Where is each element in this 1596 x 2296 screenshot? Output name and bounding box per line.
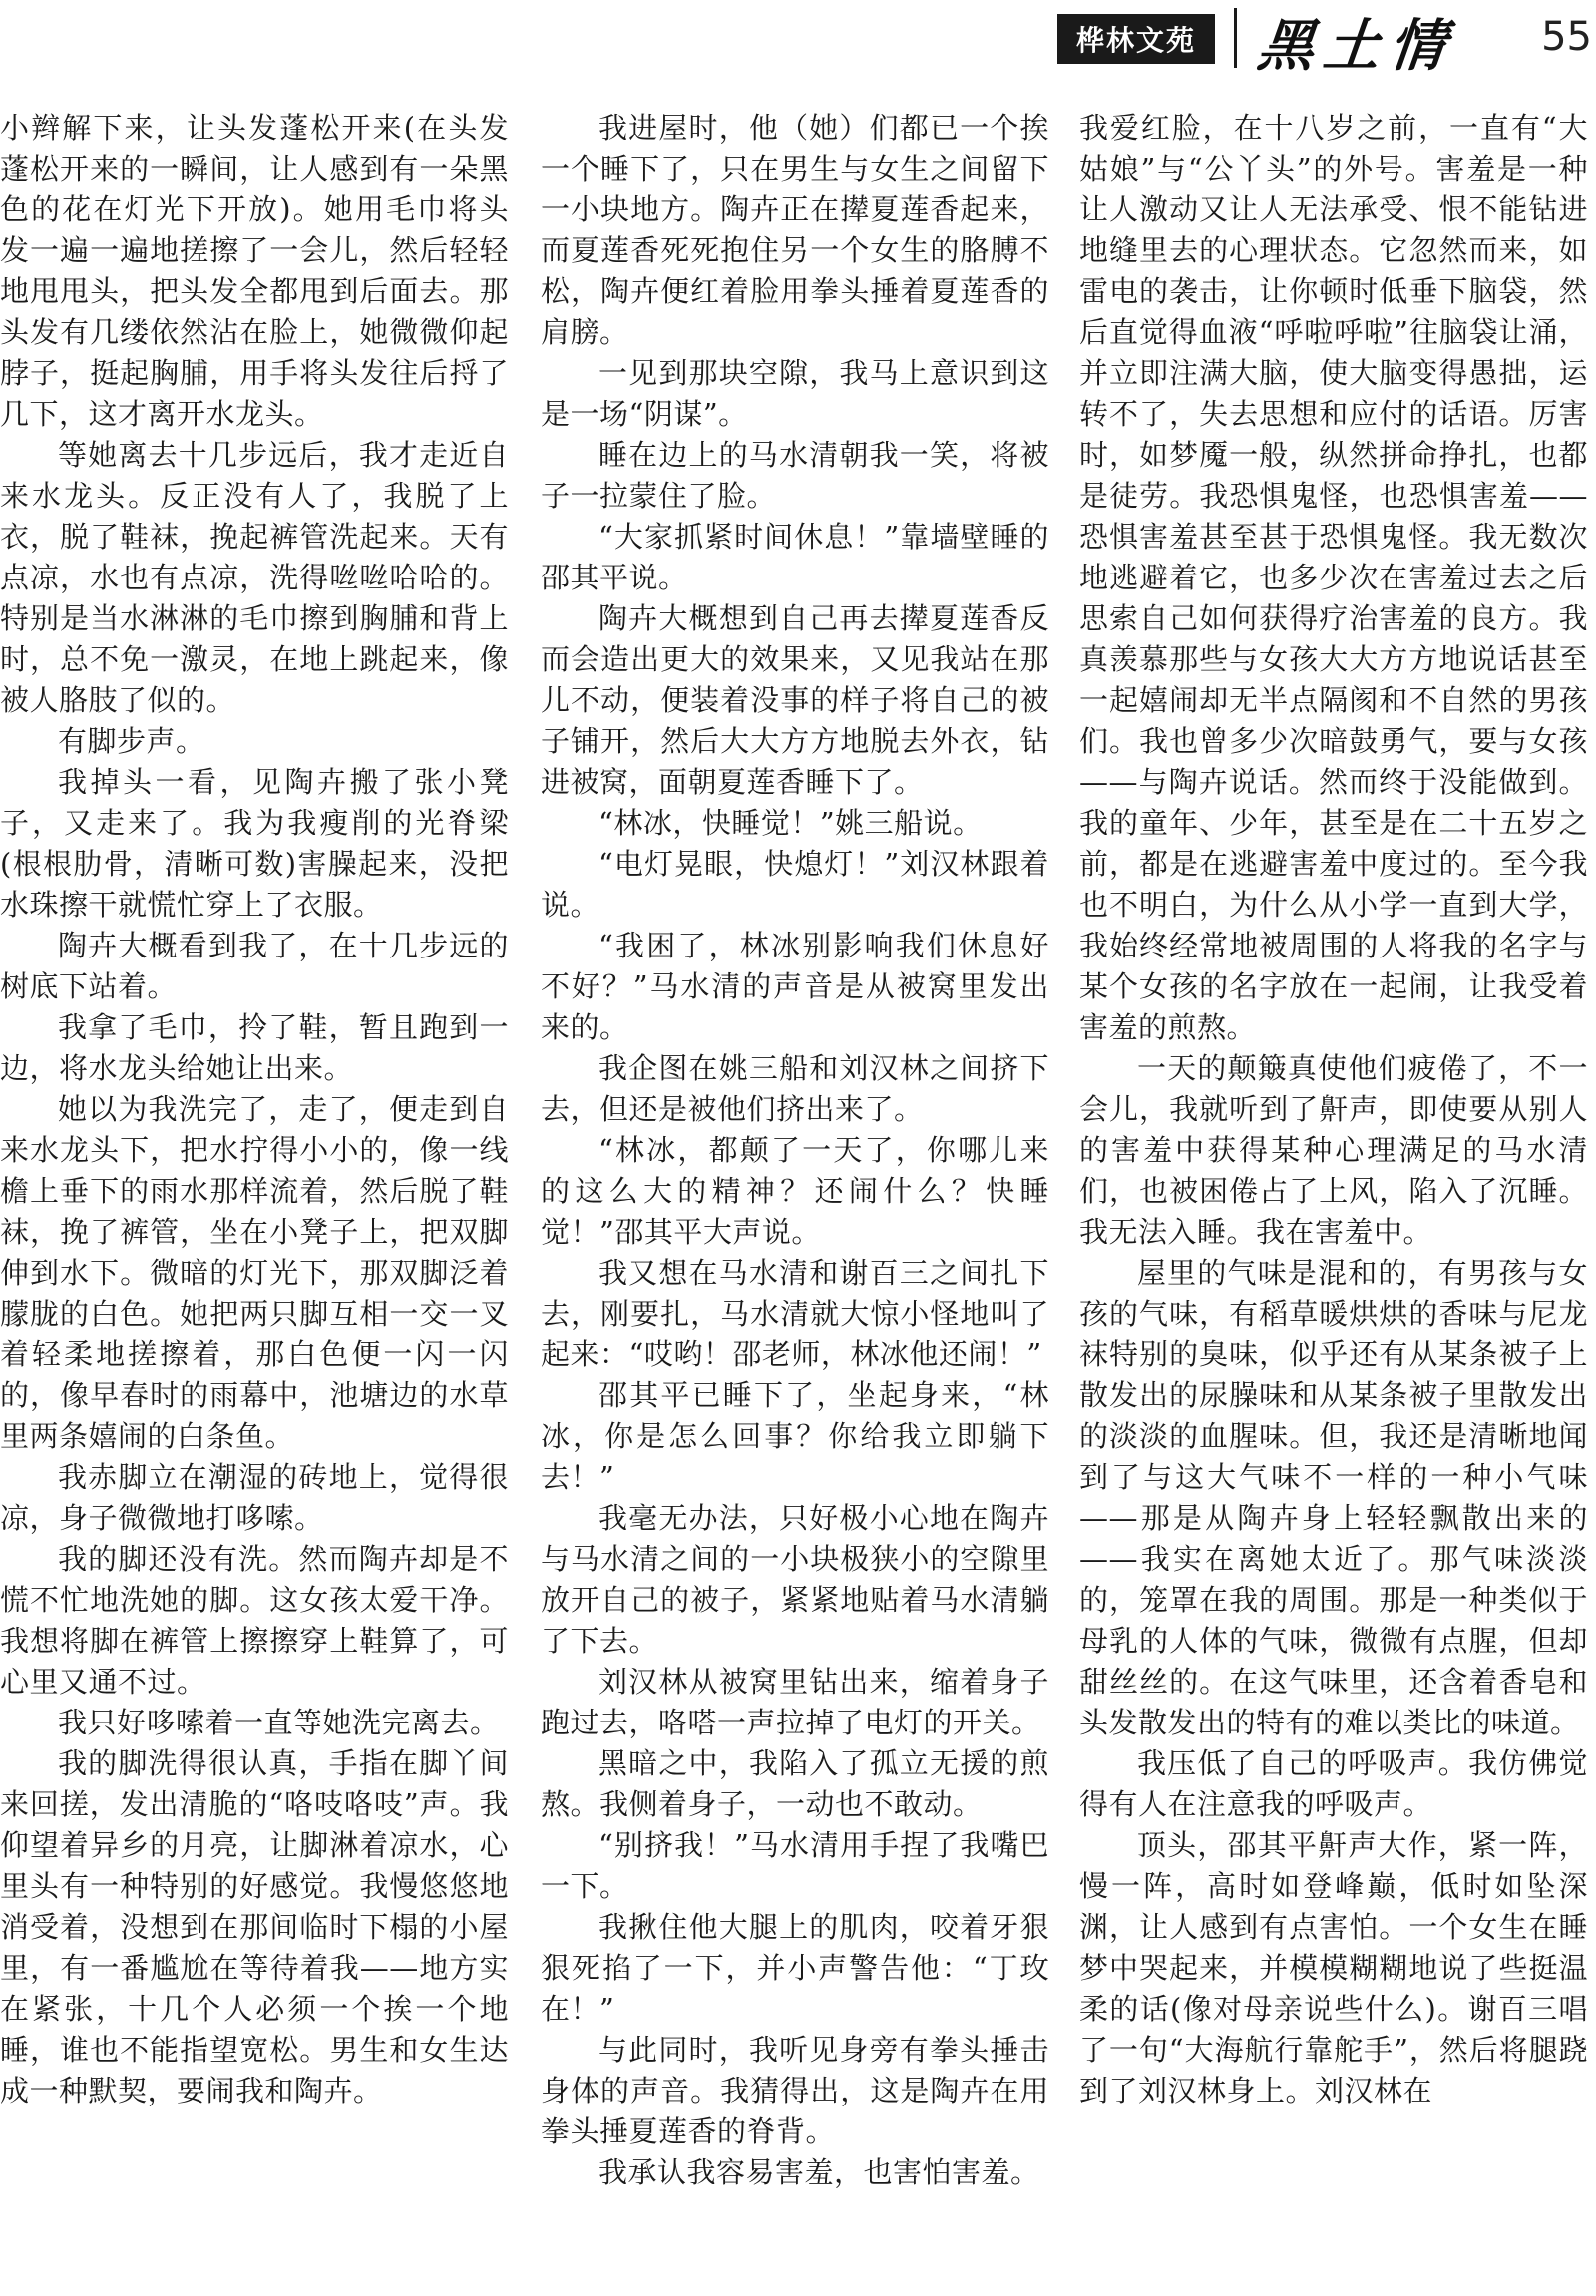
paragraph: 我企图在姚三船和刘汉林之间挤下去，但还是被他们挤出来了。 <box>541 1051 1049 1126</box>
paragraph: 小辫解下来，让头发蓬松开来(在头发蓬松开来的一瞬间，让人感到有一朵黑色的花在灯光下开放)。她用毛巾将头发一遍一遍地搓擦了一会儿，然后轻轻地甩甩头，把头发全都甩到后面去。那头发有几缕依然沾在脸上，她微微仰起脖子，挺起胸脯，用手将头发往后捋了几下，这才离开水龙头。 <box>0 111 509 431</box>
header-divider <box>1234 8 1237 68</box>
text-column-2 <box>541 108 1049 2296</box>
page-number: 55 <box>1541 14 1592 60</box>
section-label: 桦林文苑 <box>1057 14 1215 64</box>
paragraph: 睡在边上的马水清朝我一笑，将被子一拉蒙住了脸。 <box>541 438 1049 513</box>
text-column-1 <box>0 108 509 2296</box>
paragraph: 我爱红脸，在十八岁之前，一直有“大姑娘”与“公丫头”的外号。害羞是一种让人激动又让人无法承受、恨不能钻进地缝里去的心理状态。它忽然而来，如雷电的袭击，让你顿时低垂下脑袋，然后直觉得血液“呼啦呼啦”往脑袋让涌，并立即注满大脑，使大脑变得愚拙，运转不了，失去思想和应付的话语。厉害时，如梦魇一般，纵然拼命挣扎，也都是徒劳。我恐惧鬼怪，也恐惧害羞——恐惧害羞甚至甚于恐惧鬼怪。我无数次地逃避着它，也多少次在害羞过去之后思索自己如何获得疗治害羞的良方。我真羡慕那些与女孩大大方方地说话甚至一起嬉闹却无半点隔阂和不自然的男孩们。我也曾多少次暗鼓勇气，要与女孩——与陶卉说话。然而终于没能做到。我的童年、少年，甚至是在二十五岁之前，都是在逃避害羞中度过的。至今我也不明白，为什么从小学一直到大学，我始终经常地被周围的人将我的名字与某个女孩的名字放在一起闹，让我受着害羞的煎熬。 <box>1079 111 1588 1044</box>
paragraph: “我困了，林冰别影响我们休息好不好？”马水清的声音是从被窝里发出来的。 <box>541 929 1049 1044</box>
paragraph: 我毫无办法，只好极小心地在陶卉与马水清之间的一小块极狭小的空隙里放开自己的被子，紧紧地贴着马水清躺了下去。 <box>541 1501 1049 1658</box>
paragraph: 我压低了自己的呼吸声。我仿佛觉得有人在注意我的呼吸声。 <box>1079 1746 1588 1821</box>
paragraph: 陶卉大概想到自己再去撵夏莲香反而会造出更大的效果来，又见我站在那儿不动，便装着没事的样子将自己的被子铺开，然后大大方方地脱去外衣，钻进被窝，面朝夏莲香睡下了。 <box>541 601 1049 799</box>
paragraph: “大家抓紧时间休息！”靠墙壁睡的邵其平说。 <box>541 520 1049 594</box>
paragraph: 等她离去十几步远后，我才走近自来水龙头。反正没有人了，我脱了上衣，脱了鞋袜，挽起裤管洗起来。天有点凉，水也有点凉，洗得咝咝哈哈的。特别是当水淋淋的毛巾擦到胸脯和背上时，总不免一激灵，在地上跳起来，像被人胳肢了似的。 <box>0 438 509 717</box>
paragraph: “林冰，都颠了一天了，你哪儿来的这么大的精神？还闹什么？快睡觉！”邵其平大声说。 <box>541 1133 1049 1249</box>
magazine-title-logo: 黑土情 <box>1254 13 1459 79</box>
paragraph: 我的脚洗得很认真，手指在脚丫间来回搓，发出清脆的“咯吱咯吱”声。我仰望着异乡的月亮，让脚淋着凉水，心里头有一种特别的好感觉。我慢悠悠地消受着，没想到在那间临时下榻的小屋里，有一番尴尬在等待着我——地方实在紧张，十几个人必须一个挨一个地睡，谁也不能指望宽松。男生和女生达成一种默契，要闹我和陶卉。 <box>0 1746 509 2107</box>
paragraph: 我揪住他大腿上的肌肉，咬着牙狠狠死掐了一下，并小声警告他：“丁玫在！” <box>541 1910 1049 2026</box>
paragraph: 与此同时，我听见身旁有拳头捶击身体的声音。我猜得出，这是陶卉在用拳头捶夏莲香的脊背。 <box>541 2033 1049 2148</box>
paragraph: 一天的颠簸真使他们疲倦了，不一会儿，我就听到了鼾声，即使要从别人的害羞中获得某种心理满足的马水清们，也被困倦占了上风，陷入了沉睡。我无法入睡。我在害羞中。 <box>1079 1051 1588 1249</box>
paragraph: 顶头，邵其平鼾声大作，紧一阵，慢一阵，高时如登峰巅，低时如坠深渊，让人感到有点害怕。一个女生在睡梦中哭起来，并模模糊糊地说了些挺温柔的话(像对母亲说些什么)。谢百三唱了一句“大海航行靠舵手”，然后将腿跷到了刘汉林身上。刘汉林在 <box>1079 1828 1588 2107</box>
paragraph: 邵其平已睡下了，坐起身来，“林冰，你是怎么回事？你给我立即躺下去！” <box>541 1378 1049 1494</box>
paragraph: 一见到那块空隙，我马上意识到这是一场“阴谋”。 <box>541 356 1049 431</box>
paragraph: 屋里的气味是混和的，有男孩与女孩的气味，有稻草暖烘烘的香味与尼龙袜特别的臭味，似乎还有从某条被子上散发出的尿臊味和从某条被子里散发出的淡淡的血腥味。但，我还是清晰地闻到了与这大气味不一样的一种小气味——那是从陶卉身上轻轻飘散出来的——我实在离她太近了。那气味淡淡的，笼罩在我的周围。那是一种类似于母乳的人体的气味，微微有点腥，但却甜丝丝的。在这气味里，还含着香皂和头发散发出的特有的难以类比的味道。 <box>1079 1256 1588 1739</box>
text-column-3 <box>1079 108 1588 2296</box>
page-header <box>0 0 1596 86</box>
paragraph: “别挤我！”马水清用手捏了我嘴巴一下。 <box>541 1828 1049 1903</box>
paragraph: 我又想在马水清和谢百三之间扎下去，刚要扎，马水清就大惊小怪地叫了起来：“哎哟！邵老师，林冰他还闹！” <box>541 1256 1049 1371</box>
paragraph: “电灯晃眼，快熄灯！”刘汉林跟着说。 <box>541 847 1049 922</box>
paragraph: 我进屋时，他（她）们都已一个挨一个睡下了，只在男生与女生之间留下一小块地方。陶卉正在撵夏莲香起来，而夏莲香死死抱住另一个女生的胳膊不松，陶卉便红着脸用拳头捶着夏莲香的肩膀。 <box>541 111 1049 349</box>
paragraph: 黑暗之中，我陷入了孤立无援的煎熬。我侧着身子，一动也不敢动。 <box>541 1746 1049 1821</box>
paragraph: 陶卉大概看到我了，在十几步远的树底下站着。 <box>0 929 509 1003</box>
paragraph: 我掉头一看，见陶卉搬了张小凳子，又走来了。我为我瘦削的光脊梁(根根肋骨，清晰可数)害臊起来，没把水珠擦干就慌忙穿上了衣服。 <box>0 765 509 922</box>
paragraph: 我拿了毛巾，拎了鞋，暂且跑到一边，将水龙头给她让出来。 <box>0 1010 509 1085</box>
paragraph: 我的脚还没有洗。然而陶卉却是不慌不忙地洗她的脚。这女孩太爱干净。我想将脚在裤管上擦擦穿上鞋算了，可心里又通不过。 <box>0 1542 509 1699</box>
paragraph: “林冰，快睡觉！”姚三船说。 <box>598 806 983 840</box>
paragraph: 我承认我容易害羞，也害怕害羞。 <box>598 2155 1040 2189</box>
paragraph: 她以为我洗完了，走了，便走到自来水龙头下，把水拧得小小的，像一线檐上垂下的雨水那样流着，然后脱了鞋袜，挽了裤管，坐在小凳子上，把双脚伸到水下。微暗的灯光下，那双脚泛着朦胧的白色。她把两只脚互相一交一叉着轻柔地搓擦着，那白色便一闪一闪的，像早春时的雨幕中，池塘边的水草里两条嬉闹的白条鱼。 <box>0 1092 509 1453</box>
paragraph: 我赤脚立在潮湿的砖地上，觉得很凉，身子微微地打哆嗦。 <box>0 1460 509 1535</box>
paragraph: 刘汉林从被窝里钻出来，缩着身子跑过去，咯嗒一声拉掉了电灯的开关。 <box>541 1665 1049 1739</box>
article-body <box>0 108 1596 2296</box>
paragraph: 有脚步声。 <box>58 724 205 758</box>
paragraph: 我只好哆嗦着一直等她洗完离去。 <box>58 1706 500 1739</box>
